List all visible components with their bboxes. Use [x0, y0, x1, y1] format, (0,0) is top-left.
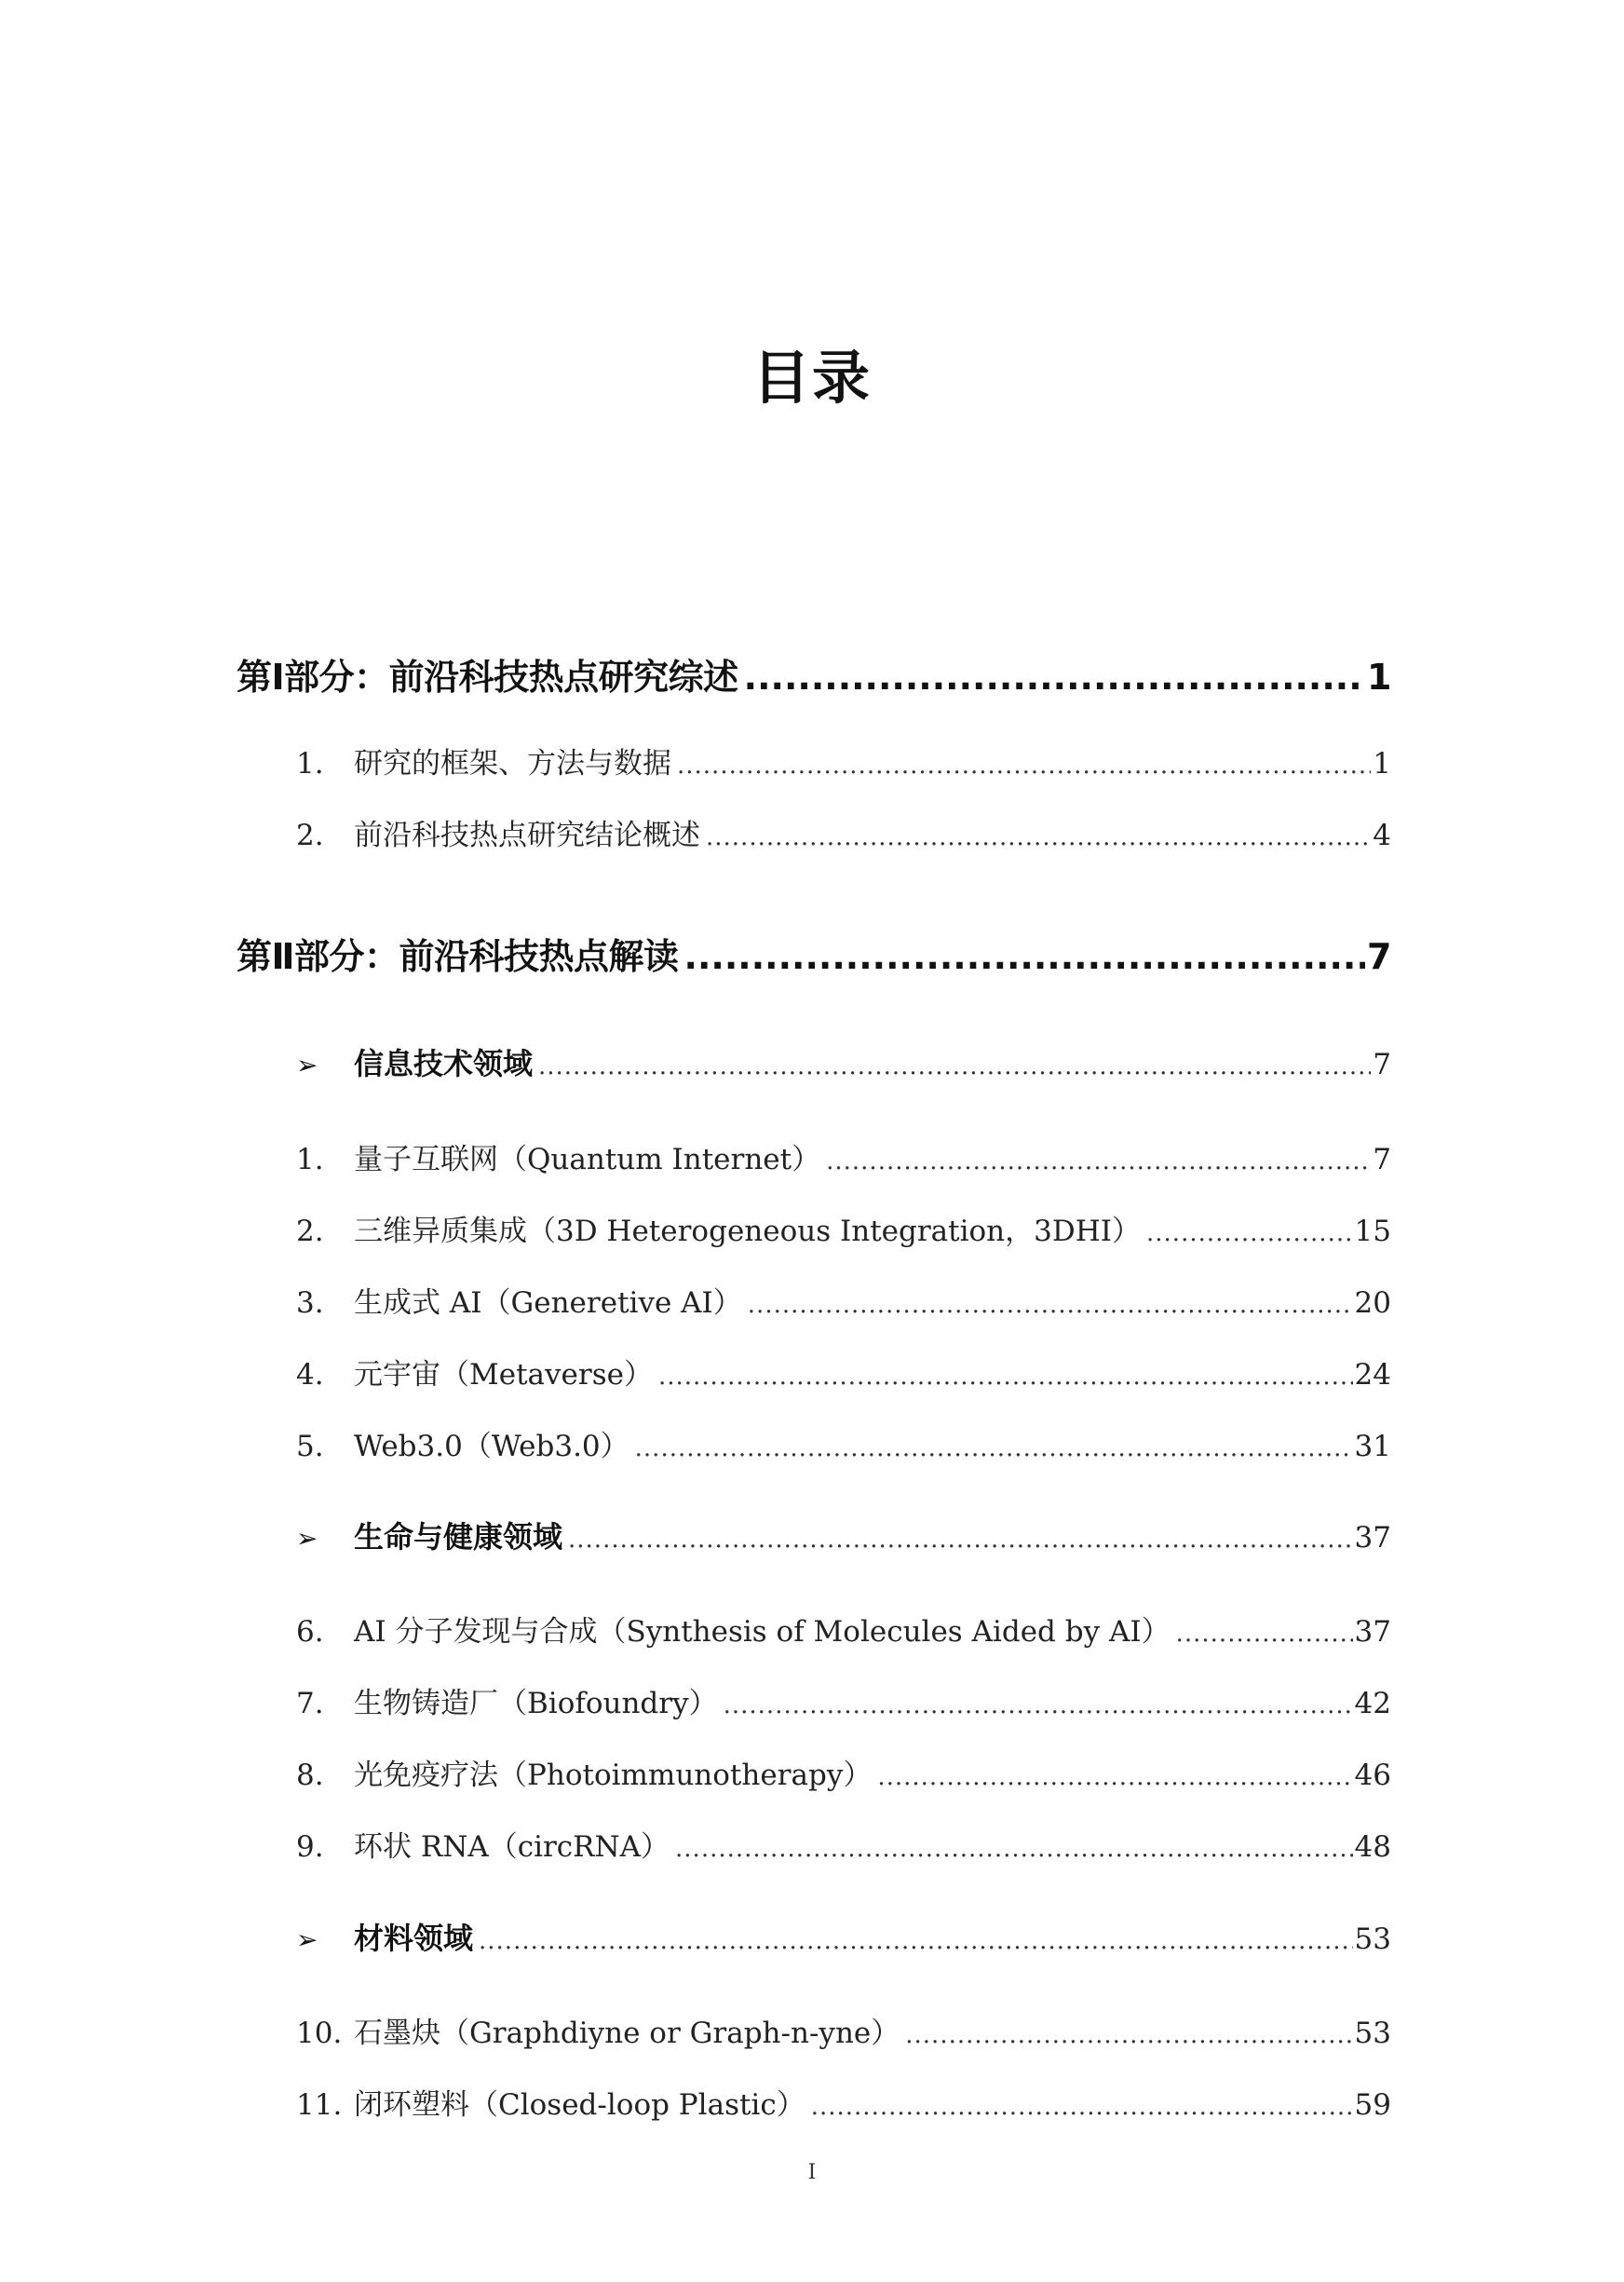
- domain-page: 53: [1354, 1922, 1391, 1956]
- toc-item[interactable]: [296, 2009, 1391, 2051]
- dot-leader: [684, 936, 1366, 977]
- item-page: 1: [1373, 747, 1391, 781]
- part-2-label: 第Ⅱ部分：前沿科技热点解读: [237, 936, 679, 977]
- toc-title: 目录: [751, 344, 872, 412]
- item-page: 37: [1354, 1615, 1391, 1649]
- dot-leader: [538, 1053, 1371, 1080]
- item-number: 2.: [296, 819, 324, 852]
- arrow-marker-icon: ➢: [296, 1523, 318, 1554]
- toc-item[interactable]: [296, 2081, 1391, 2123]
- dot-leader: [811, 2093, 1353, 2121]
- toc-item[interactable]: [296, 1608, 1391, 1650]
- part-2-page: 7: [1367, 936, 1391, 977]
- dot-leader: [706, 823, 1371, 851]
- item-number: 9.: [296, 1830, 324, 1864]
- item-page: 31: [1354, 1430, 1391, 1463]
- dot-leader: [635, 1434, 1353, 1462]
- toc-domain-info-tech[interactable]: [296, 1040, 1391, 1083]
- toc-item[interactable]: [296, 1679, 1391, 1721]
- toc-item[interactable]: [296, 1823, 1391, 1865]
- dot-leader: [479, 1927, 1353, 1955]
- dot-leader: [748, 1291, 1353, 1319]
- part-1-page: 1: [1367, 657, 1391, 698]
- arrow-marker-icon: ➢: [296, 1050, 318, 1080]
- toc-item[interactable]: [296, 1207, 1391, 1249]
- part-1-label: 第Ⅰ部分：前沿科技热点研究综述: [237, 657, 738, 698]
- dot-leader: [675, 1835, 1353, 1863]
- item-page: 24: [1354, 1358, 1391, 1392]
- toc-part-2[interactable]: [237, 928, 1391, 979]
- item-title: 三维异质集成（3D Heterogeneous Integration，3DHI）: [354, 1215, 1142, 1248]
- item-title: AI 分子发现与合成（Synthesis of Molecules Aided by AI）: [354, 1615, 1171, 1649]
- toc-item[interactable]: [296, 1351, 1391, 1392]
- arrow-marker-icon: ➢: [296, 1924, 318, 1955]
- item-page: 7: [1373, 1143, 1391, 1176]
- domain-page: 7: [1373, 1048, 1391, 1081]
- item-title: 研究的框架、方法与数据: [354, 747, 671, 781]
- dot-leader: [877, 1763, 1352, 1791]
- item-number: 11.: [296, 2088, 343, 2122]
- toc-item[interactable]: [296, 740, 1391, 781]
- item-page: 53: [1354, 2017, 1391, 2050]
- item-number: 5.: [296, 1430, 324, 1463]
- dot-leader: [905, 2021, 1352, 2049]
- item-number: 1.: [296, 1143, 324, 1176]
- item-title: 环状 RNA（circRNA）: [354, 1830, 670, 1864]
- dot-leader: [826, 1148, 1371, 1175]
- item-title: 生物铸造厂（Biofoundry）: [354, 1687, 718, 1720]
- item-number: 2.: [296, 1215, 324, 1248]
- toc-domain-life-health[interactable]: [296, 1514, 1391, 1556]
- item-title: 生成式 AI（Generetive AI）: [354, 1286, 742, 1320]
- item-title: 闭环塑料（Closed-loop Plastic）: [354, 2088, 805, 2122]
- item-number: 3.: [296, 1286, 324, 1320]
- dot-leader: [744, 657, 1365, 698]
- item-page: 48: [1354, 1830, 1391, 1864]
- toc-item[interactable]: [296, 1422, 1391, 1464]
- dot-leader: [1176, 1620, 1353, 1648]
- item-number: 6.: [296, 1615, 324, 1649]
- dot-leader: [1146, 1219, 1353, 1247]
- dot-leader: [568, 1526, 1353, 1554]
- domain-title: 生命与健康领域: [354, 1519, 563, 1555]
- item-number: 1.: [296, 747, 324, 781]
- item-title: Web3.0（Web3.0）: [354, 1430, 629, 1463]
- toc-item[interactable]: [296, 811, 1391, 853]
- dot-leader: [658, 1363, 1353, 1391]
- item-page: 46: [1354, 1759, 1391, 1792]
- item-page: 59: [1354, 2088, 1391, 2122]
- toc-item[interactable]: [296, 1279, 1391, 1321]
- item-number: 10.: [296, 2017, 343, 2050]
- item-title: 石墨炔（Graphdiyne or Graph-n-yne）: [354, 2017, 900, 2050]
- domain-title: 信息技术领域: [354, 1046, 534, 1081]
- item-number: 7.: [296, 1687, 324, 1720]
- item-number: 8.: [296, 1759, 324, 1792]
- domain-page: 37: [1354, 1521, 1391, 1555]
- item-title: 光免疫疗法（Photoimmunotherapy）: [354, 1759, 873, 1792]
- toc-item[interactable]: [296, 1135, 1391, 1177]
- item-number: 4.: [296, 1358, 324, 1392]
- toc-domain-materials[interactable]: [296, 1915, 1391, 1958]
- page-number-footer: I: [807, 2161, 817, 2184]
- item-page: 15: [1354, 1215, 1391, 1248]
- dot-leader: [677, 752, 1371, 780]
- toc-part-1[interactable]: [237, 648, 1391, 700]
- item-page: 4: [1373, 819, 1391, 852]
- item-title: 量子互联网（Quantum Internet）: [354, 1143, 821, 1176]
- dot-leader: [724, 1691, 1353, 1719]
- item-title: 前沿科技热点研究结论概述: [354, 819, 700, 852]
- domain-title: 材料领域: [354, 1921, 474, 1956]
- item-title: 元宇宙（Metaverse）: [354, 1358, 653, 1392]
- item-page: 42: [1354, 1687, 1391, 1720]
- item-page: 20: [1354, 1286, 1391, 1320]
- toc-item[interactable]: [296, 1751, 1391, 1793]
